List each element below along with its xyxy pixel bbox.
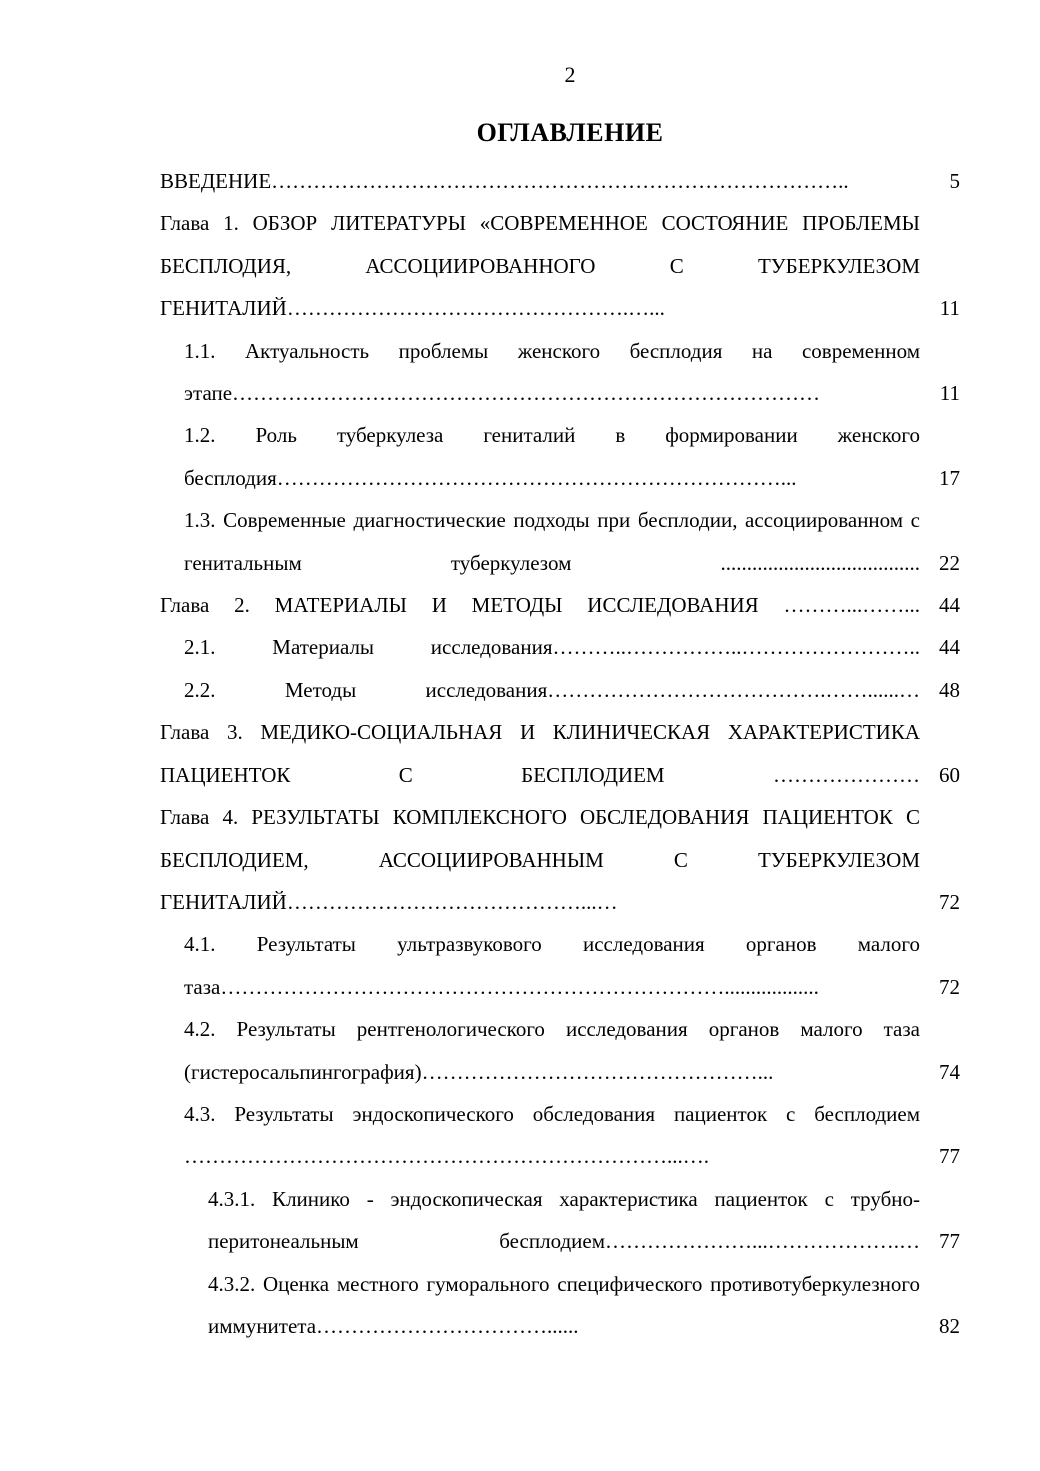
toc-entry-section-1-1[interactable]	[160, 330, 960, 415]
toc-entry-page: 44	[939, 593, 960, 618]
toc-entry-text: 4.3.1. Клинико - эндоскопическая характеристика пациенток с трубно-перитонеальным бесплодием…………………...……………….…	[208, 1186, 920, 1254]
toc-entry-page: 77	[939, 1144, 960, 1169]
toc-entry-section-1-3[interactable]	[160, 499, 960, 584]
toc-entry-section-4-3[interactable]	[160, 1093, 960, 1178]
toc-entry-text: 4.2. Результаты рентгенологического исследования органов малого таза (гистеросальпингография)…………………………………………...	[184, 1017, 920, 1084]
toc-entry-text: 4.3.2. Оценка местного гуморального специфического противотуберкулезного иммунитета……………………………......	[208, 1271, 920, 1338]
toc-entry-chapter-3[interactable]	[160, 711, 960, 796]
toc-entry-page: 17	[939, 465, 960, 490]
toc-entry-page: 72	[939, 974, 960, 999]
toc-entry-text: 4.1. Результаты ультразвукового исследования органов малого таза………………………………………………………………..................	[184, 932, 920, 999]
toc-entry-text: Глава 2. МАТЕРИАЛЫ И МЕТОДЫ ИССЛЕДОВАНИЯ ………...……...	[160, 593, 920, 618]
toc-entry-text: Глава 4. РЕЗУЛЬТАТЫ КОМПЛЕКСНОГО ОБСЛЕДОВАНИЯ ПАЦИЕНТОК С БЕСПЛОДИЕМ, АССОЦИИРОВАННЫМ С ТУБЕРКУЛЕЗОМ ГЕНИТАЛИЙ……………………………………...…	[160, 805, 920, 914]
toc-entry-section-1-2[interactable]	[160, 414, 960, 499]
toc-entry-text: 2.1. Материалы исследования………..……………..……………………..	[184, 635, 920, 660]
toc-entry-page: 22	[939, 550, 960, 575]
page-title: ОГЛАВЛЕНИЕ	[476, 118, 664, 147]
toc-entry-text: 1.2. Роль туберкулеза гениталий в формировании женского бесплодия………………………………………………………………...	[184, 423, 920, 490]
toc-entry-page: 72	[939, 889, 960, 914]
toc-entry-text: Глава 3. МЕДИКО-СОЦИАЛЬНАЯ И КЛИНИЧЕСКАЯ ХАРАКТЕРИСТИКА ПАЦИЕНТОК С БЕСПЛОДИЕМ …………………	[160, 720, 920, 787]
toc-entry-text: Глава 1. ОБЗОР ЛИТЕРАТУРЫ «СОВРЕМЕННОЕ СОСТОЯНИЕ ПРОБЛЕМЫ БЕСПЛОДИЯ, АССОЦИИРОВАННОГО С ТУБЕРКУЛЕЗОМ ГЕНИТАЛИЙ………………………………………….…...	[160, 211, 920, 321]
toc-entry-chapter-1[interactable]	[160, 202, 960, 329]
toc-entry-section-4-1[interactable]	[160, 923, 960, 1008]
toc-entry-section-4-3-1[interactable]	[160, 1178, 960, 1263]
toc-entry-text: 1.3. Современные диагностические подходы при бесплодии, ассоциированном с генитальным туберкулезом ......................................	[184, 508, 920, 575]
toc-entry-page: 44	[939, 635, 960, 660]
toc-entry-page: 74	[939, 1059, 960, 1084]
page-number: 2	[564, 62, 576, 87]
toc-entry-section-4-3-2[interactable]	[160, 1263, 960, 1348]
toc-entry-section-4-2[interactable]	[160, 1008, 960, 1093]
toc-entry-section-2-2[interactable]	[160, 669, 960, 711]
toc-entry-text: ВВЕДЕНИЕ………………………………………………………………………..	[160, 169, 849, 193]
toc-entry-page: 77	[939, 1229, 960, 1254]
toc-entry-chapter-4[interactable]	[160, 796, 960, 923]
toc-entry-text: 1.1. Актуальность проблемы женского бесплодия на современном этапе…………………………………………………………………………	[184, 338, 920, 406]
toc-entry-introduction[interactable]	[160, 160, 960, 202]
toc-entry-page: 82	[939, 1313, 960, 1338]
toc-entry-chapter-2[interactable]	[160, 584, 960, 626]
toc-entry-page: 48	[939, 677, 960, 702]
toc-entry-page: 11	[939, 381, 960, 406]
toc-entry-page: 11	[939, 296, 960, 321]
table-of-contents	[160, 160, 960, 1347]
toc-entry-section-2-1[interactable]	[160, 626, 960, 668]
toc-entry-page: 5	[949, 169, 960, 193]
toc-entry-text: 2.2. Методы исследования………………………………….……......…	[184, 677, 920, 702]
toc-entry-text: 4.3. Результаты эндоскопического обследования пациенток с бесплодием ……………………………………………………………...….	[184, 1101, 920, 1169]
toc-entry-page: 60	[939, 762, 960, 787]
